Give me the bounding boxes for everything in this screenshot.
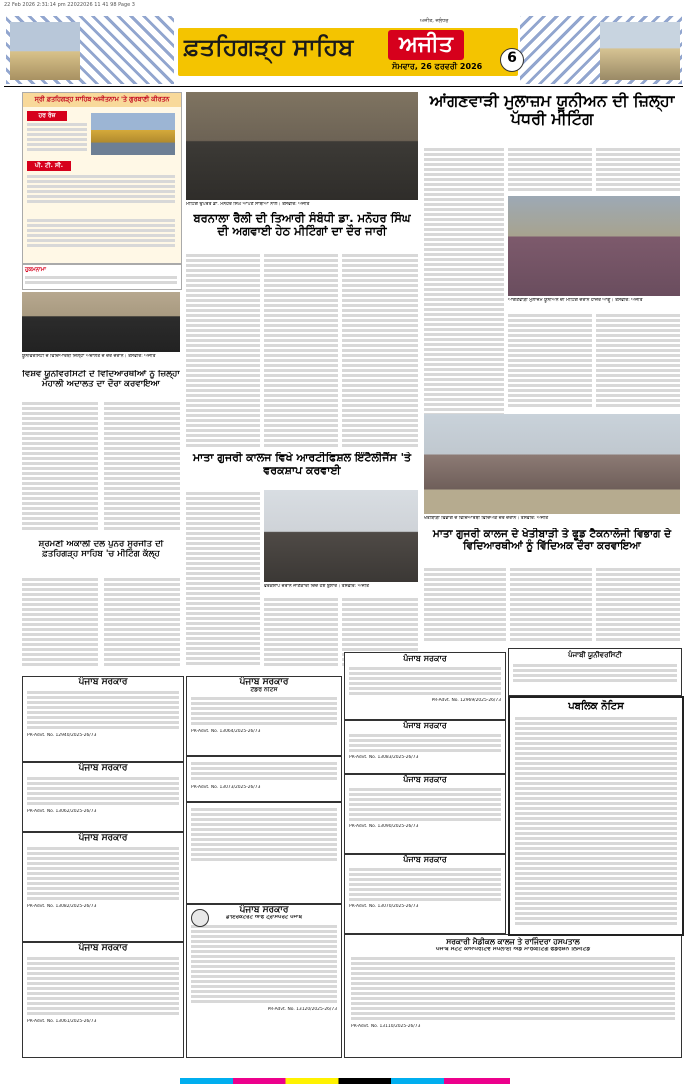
ad-b4-title: ਪੰਜਾਬ ਸਰਕਾਰ [239,905,289,915]
gurdwara-photo-right [600,22,680,80]
ad-c2-title: ਪੰਜਾਬ ਸਰਕਾਰ [403,775,447,784]
ad-a2-pr: PR-Advt. No. 13062/2025-26/73 [27,809,97,814]
ad-c2-pr: PR-Advt. No. 13090/2025-26/73 [349,824,419,829]
ad-c4-subtitle: ਪੰਜਾਬ ਸਟੇਟ ਕੋਆਪਰੇਟਿਵ ਸਪਲਾਈ ਐਂਡ ਮਾਰਕੀਟਿੰਗ ਫੈਡਰੇਸ਼ਨ ਲਿਮਟਿਡ [435,947,591,952]
anganwadi-body-col-1 [424,146,504,446]
university-ad-title: ਪੰਜਾਬੀ ਯੂਨੀਵਰਸਿਟੀ [568,651,622,659]
ad-a4 [22,942,184,1058]
ad-a1-title: ਪੰਜਾਬ ਸਰਕਾਰ [78,677,128,687]
city-title: ਫ਼ਤਹਿਗੜ੍ਹ ਸਾਹਿਬ [184,32,354,61]
gurdwara-photo-left [10,22,80,80]
page-number: 6 [507,50,517,66]
university-photo-caption: ਯੂਨੀਵਰਸਿਟੀ ਦੇ ਵਿਦਿਆਰਥੀ ਜ਼ਿਲ੍ਹਾ ਅਦਾਲਤ ਦੇ ਦੌਰੇ ਦੌਰਾਨ। ਤਸਵੀਰ: ਅਜੀਤ [22,354,156,359]
ad-a3-pr: PR-Advt. No. 13082/2025-26/73 [27,904,97,909]
university-body-col-2 [104,400,180,532]
ad-a3-title: ਪੰਜਾਬ ਸਰਕਾਰ [78,833,128,843]
ad-b4 [186,904,342,1058]
rally-body-col-3 [342,252,418,450]
anganwadi-body-col-4 [508,312,592,410]
ad-c3 [344,854,506,934]
rally-photo-caption: ਮੀਟਿੰਗ ਉਪਰੰਤ ਡਾ. ਮਨੋਹਰ ਸਿੰਘ ਆਪਣੇ ਸਾਥੀਆਂ ਨਾਲ। ਤਸਵੀਰ: ਅਜੀਤ [186,202,310,207]
university-headline: ਵਿਸ਼ਵ ਯੂਨੀਵਰਸਿਟੀ ਦੇ ਵਿਦਿਆਰਥੀਆਂ ਨੂੰ ਜ਼ਿਲ੍ਹਾ ਮੋਹਾਲੀ ਅਦਾਲਤ ਦਾ ਦੌਰਾ ਕਰਵਾਇਆ [22,370,180,389]
anganwadi-headline: ਆਂਗਣਵਾੜੀ ਮੁਲਾਜ਼ਮ ਯੂਨੀਅਨ ਦੀ ਜ਼ਿਲ੍ਹਾ ਪੱਧਰੀ ਮੀਟਿੰਗ [429,92,675,129]
ad-b4-lines [187,921,341,1007]
ad-b1-pr: PR-Advt. No. 13064/2025-26/73 [191,728,261,734]
ad-b2-pr: PR-Advt. No. 13073/2025-26/73 [191,785,261,790]
anganwadi-body-col-3 [596,146,680,194]
agriculture-visit-photo [424,414,680,514]
ai-body-col-1 [186,490,260,670]
ai-body-col-2 [264,596,338,670]
ad-b3 [186,802,342,904]
anganwadi-body-col-2 [508,146,592,194]
public-notice-box [508,696,684,936]
university-ad-lines [509,660,681,686]
hukamnama-lines [25,274,177,286]
color-registration-bar [180,1078,510,1084]
ad-a1 [22,676,184,762]
akali-dal-headline: ਸ਼੍ਰੋਮਣੀ ਅਕਾਲੀ ਦਲ ਪੁਨਰ ਸੁਰਜੀਤ ਦੀ ਫ਼ਤਹਿਗੜ੍ਹ ਸਾਹਿਬ 'ਚ ਮੀਟਿੰਗ ਕੱਲ੍ਹ [38,540,164,559]
paper-name: ਅਜੀਤ [399,31,453,57]
ad-a1-pr: PR-Advt. No. 12940/2025-26/73 [27,733,97,738]
tender-ad-1-pr: PR-Advt. No. 12969/2025-26/73 [431,698,501,703]
ad-c4-title: ਸਰਕਾਰੀ ਮੈਡੀਕਲ ਕਾਲਜ ਤੇ ਰਾਜਿੰਦਰਾ ਹਸਪਤਾਲ [446,937,580,946]
ad-a2-lines [23,773,183,809]
masthead [0,16,687,84]
ad-b1-lines [187,693,341,729]
university-body-col-1 [22,400,98,532]
date: ਸੋਮਵਾਰ, 26 ਫਰਵਰੀ 2026 [392,62,483,71]
ad-b2-lines [187,757,341,785]
ad-a4-title: ਪੰਜਾਬ ਸਰਕਾਰ [78,943,128,953]
ad-b1 [186,676,342,756]
akali-body-col-2 [104,576,180,668]
ad-a4-lines [23,953,183,1019]
transport-logo-icon [191,909,209,927]
agriculture-photo-caption: ਖੇਤੀਬਾੜੀ ਵਿਭਾਗ ਦੇ ਵਿਦਿਆਰਥੀ ਵਿੱਦਿਅਕ ਦੌਰੇ ਦੌਰਾਨ। ਤਸਵੀਰ: ਅਜੀਤ [424,516,549,521]
anganwadi-photo-caption: ਆਂਗਣਵਾੜੀ ਮੁਲਾਜ਼ਮ ਯੂਨੀਅਨ ਦੀ ਮੀਟਿੰਗ ਦੌਰਾਨ ਹਾਜ਼ਰ ਆਗੂ। ਤਸਵੀਰ: ਅਜੀਤ [508,298,643,303]
ad-b4-subtitle: ਡਾਇਰੈਕਟੋਰੇਟ ਆਫ ਟ੍ਰਾਂਸਪੋਰਟ ਪੰਜਾਬ [225,915,303,920]
kirtan-subtitle-1: ਹਰ ਰੋਜ਼ [27,111,67,121]
kirtan-subtitle-2: ਪੀ. ਟੀ. ਸੀ. [27,161,71,171]
ad-b3-lines [187,803,341,866]
ad-b2 [186,756,342,802]
ad-b4-pr: PR-Advt. No. 13120/2025-26/73 [267,1006,337,1012]
akali-body-col-1 [22,576,98,668]
ad-c3-pr: PR-Advt. No. 13070/2025-26/73 [349,904,419,909]
ad-c1-title: ਪੰਜਾਬ ਸਰਕਾਰ [403,721,447,730]
rally-body-col-2 [264,252,338,450]
ad-c3-lines [345,865,505,904]
anganwadi-photo [508,196,680,296]
ad-c4 [344,934,682,1058]
university-ad-box [508,648,682,696]
rally-body-col-1 [186,252,260,450]
anganwadi-body-col-5 [596,312,680,410]
ad-b1-title: ਪੰਜਾਬ ਸਰਕਾਰ [239,677,289,687]
ad-c2-lines [345,785,505,824]
rally-headline: ਬਰਨਾਲਾ ਰੈਲੀ ਦੀ ਤਿਆਰੀ ਸੰਬੰਧੀ ਡਾ. ਮਨੋਹਰ ਸਿੰਘ ਦੀ ਅਗਵਾਈ ਹੇਠ ਮੀਟਿੰਗਾਂ ਦਾ ਦੌਰ ਜਾਰੀ [193,212,411,239]
agriculture-body-col-2 [510,566,592,646]
ad-c4-pr: PR-Advt. No. 13110/2025-26/73 [351,1023,421,1029]
hukamnama-label: ਹੁਕਮਨਾਮਾ [25,267,46,273]
kirtan-box [22,92,182,264]
kirtan-title: ਸ੍ਰੀ ਫ਼ਤਹਿਗੜ੍ਹ ਸਾਹਿਬ ਅਜੀਤਨਾਮ 'ਤੇ ਗੁਰਬਾਣੀ ਕੀਰਤਨ [34,96,170,103]
public-notice-title: ਪਬਲਿਕ ਨੋਟਿਸ [568,701,624,712]
kirtan-text-2 [27,173,175,213]
tender-ad-1-title: ਪੰਜਾਬ ਸਰਕਾਰ [403,654,447,663]
ad-a3-lines [23,843,183,904]
ad-b1-subtitle: ਟੈਂਡਰ ਨੋਟਿਸ [250,687,278,693]
ad-a2 [22,762,184,832]
tender-ad-1-lines [345,664,505,698]
ad-a4-pr: PR-Advt. No. 13061/2025-26/73 [27,1019,97,1024]
ad-a2-title: ਪੰਜਾਬ ਸਰਕਾਰ [78,763,128,773]
university-visit-photo [22,292,180,352]
ad-c1-pr: PR-Advt. No. 13083/2025-26/73 [349,755,419,760]
agriculture-body-col-3 [596,566,680,646]
kirtan-text-1 [27,121,87,161]
ad-c3-title: ਪੰਜਾਬ ਸਰਕਾਰ [403,855,447,864]
tender-ad-box-1 [344,652,506,720]
hukamnama-strip [22,264,182,290]
header-rule [4,86,683,87]
ad-a3 [22,832,184,942]
ad-c1-lines [345,731,505,755]
ad-c2 [344,774,506,854]
rally-meeting-photo [186,92,418,200]
ai-workshop-headline: ਮਾਤਾ ਗੁਜਰੀ ਕਾਲਜ ਵਿਖੇ ਆਰਟੀਫਿਸ਼ਲ ਇੰਟੈਲੀਜੈਂਸ 'ਤੇ ਵਰਕਸ਼ਾਪ ਕਰਵਾਈ [192,452,412,477]
kirtan-text-3 [27,217,175,259]
ai-photo-caption: ਵਰਕਸ਼ਾਪ ਦੌਰਾਨ ਜਾਣਕਾਰੀ ਦਿੰਦੇ ਹੋਏ ਬੁਲਾਰੇ। ਤਸਵੀਰ: ਅਜੀਤ [264,584,370,589]
golden-temple-photo [91,113,175,155]
edition-label: ਅਜੀਤ, ਜਲੰਧਰ [420,18,449,24]
agriculture-body-col-1 [424,566,506,646]
ad-c4-lines [345,953,681,1024]
print-info: 22 Feb 2026 2:31:14 pm 22022026 11 41 98 Page 3 [4,2,135,8]
ad-c1 [344,720,506,774]
public-notice-lines [510,712,682,930]
ai-workshop-photo [264,490,418,582]
agriculture-headline: ਮਾਤਾ ਗੁਜਰੀ ਕਾਲਜ ਦੇ ਖੇਤੀਬਾੜੀ ਤੇ ਫੂਡ ਟੈਕਨਾਲੋਜੀ ਵਿਭਾਗ ਦੇ ਵਿਦਿਆਰਥੀਆਂ ਨੂੰ ਵਿੱਦਿਅਕ ਦੌਰਾ ਕਰਵਾਇਆ [432,528,672,553]
ad-a1-lines [23,687,183,733]
